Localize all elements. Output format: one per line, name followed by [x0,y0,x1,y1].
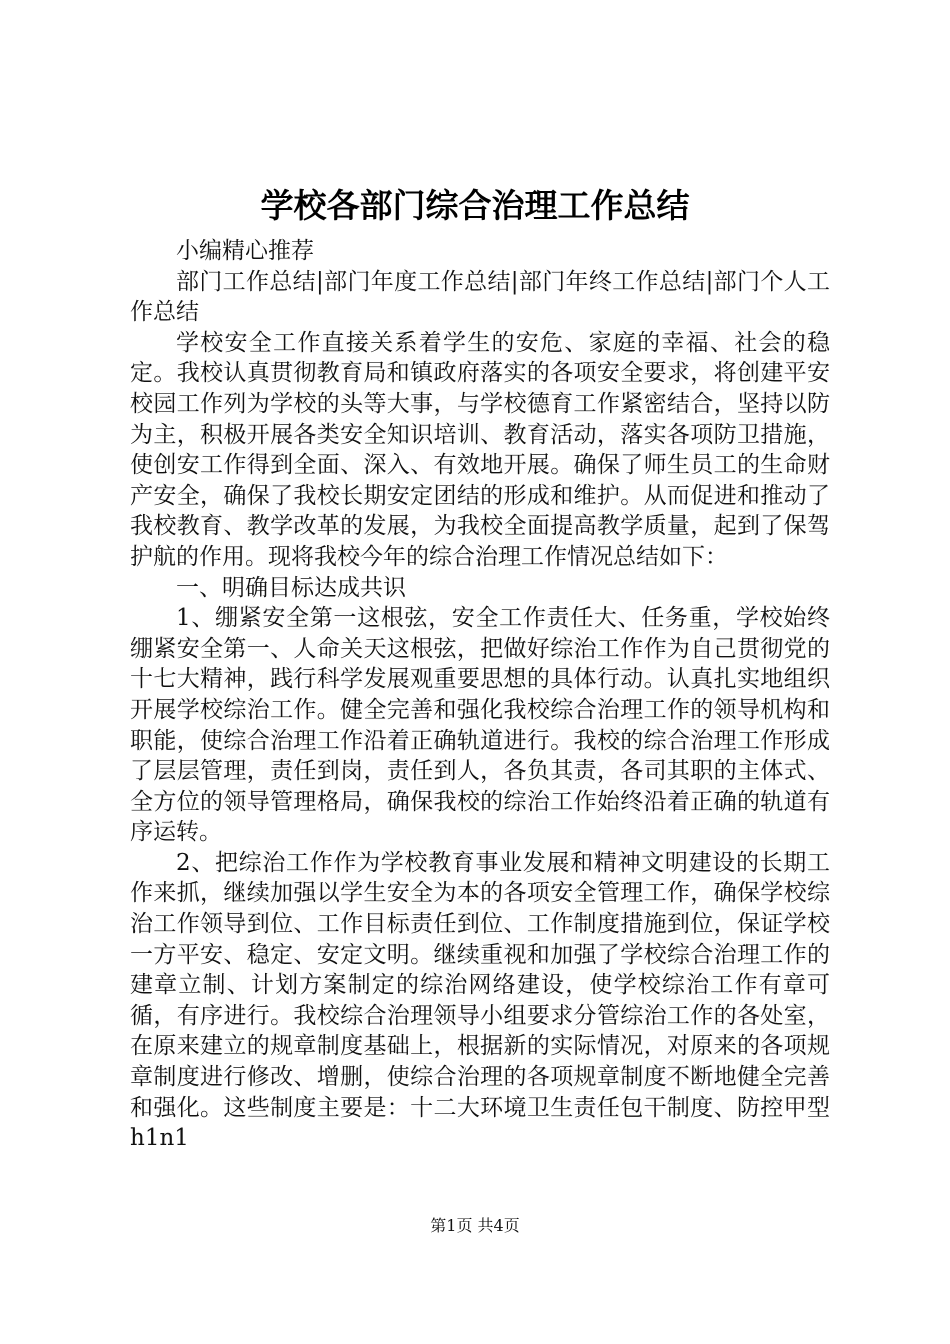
paragraph-recommend: 小编精心推荐 [176,238,314,264]
paragraph-item-2: 2、把综治工作作为学校教育事业发展和精神文明建设的长期工作来抓，继续加强以学生安全为本的各项安全管理工作，确保学校综治工作领导到位、工作目标责任到位、工作制度措施到位，保证学校一方平安、稳定、安定文明。继续重视和加强了学校综合治理工作的建章立制、计划方案制定的综治网络建设，使学校综治工作有章可循，有序进行。我校综合治理领导小组要求分管综治工作的各处室，在原来建立的规章制度基础上，根据新的实际情况，对原来的各项规章制度进行修改、增删，使综合治理的各项规章制度不断地健全完善和强化。这些制度主要是：十二大环境卫生责任包干制度、防控甲型h1n1 [130,849,830,1152]
paragraph-item-1: 1、绷紧安全第一这根弦，安全工作责任大、任务重，学校始终绷紧安全第一、人命关天这根弦，把做好综治工作作为自己贯彻党的十七大精神，践行科学发展观重要思想的具体行动。认真扎实地组织开展学校综治工作。健全完善和强化我校综合治理工作的领导机构和职能，使综合治理工作沿着正确轨道进行。我校的综合治理工作形成了层层管理，责任到岗，责任到人，各负其责，各司其职的主体式、全方位的领导管理格局，确保我校的综治工作始终沿着正确的轨道有序运转。 [130,605,830,846]
paragraph-intro: 学校安全工作直接关系着学生的安危、家庭的幸福、社会的稳定。我校认真贯彻教育局和镇政府落实的各项安全要求，将创建平安校园工作列为学校的头等大事，与学校德育工作紧密结合，坚持以防为主，积极开展各类安全知识培训、教育活动，落实各项防卫措施，使创安工作得到全面、深入、有效地开展。确保了师生员工的生命财产安全，确保了我校长期安定团结的形成和维护。从而促进和推动了我校教育、教学改革的发展，为我校全面提高教学质量，起到了保驾护航的作用。现将我校今年的综合治理工作情况总结如下： [130,329,830,570]
document-body [130,236,830,1154]
page-footer: 第1页 共4页 [430,1216,520,1235]
document-title: 学校各部门综合治理工作总结 [260,186,690,225]
section-heading-1: 一、明确目标达成共识 [176,574,406,601]
paragraph-related-links: 部门工作总结|部门年度工作总结|部门年终工作总结|部门个人工作总结 [130,268,830,326]
